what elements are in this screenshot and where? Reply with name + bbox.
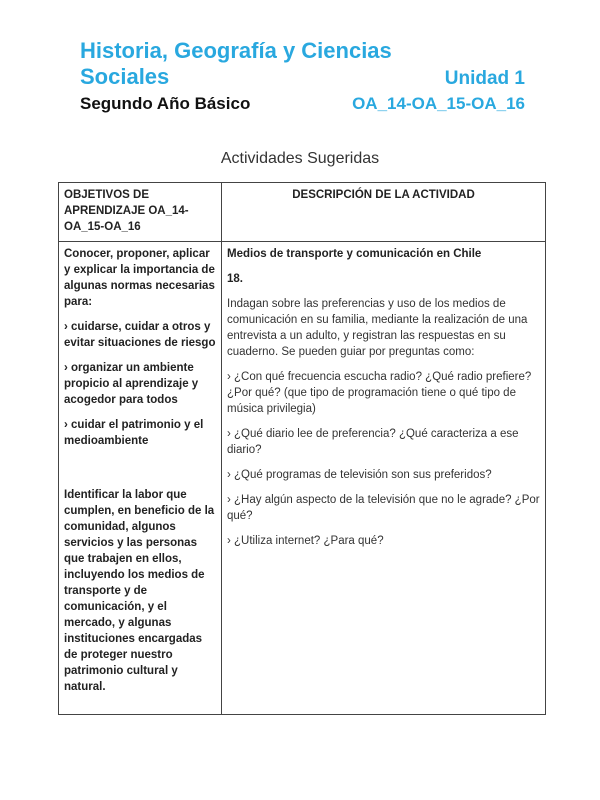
oa-codes: OA_14-OA_15-OA_16 [352, 94, 525, 113]
subject-title-line1: Historia, Geografía y Ciencias [80, 38, 392, 63]
section-title: Actividades Sugeridas [220, 150, 380, 167]
activity-number: 18. [227, 273, 243, 285]
activity-header: DESCRIPCIÓN DE LA ACTIVIDAD [222, 183, 546, 242]
objectives-header: OBJETIVOS DE APRENDIZAJE OA_14-OA_15-OA_16 [59, 183, 222, 242]
document-header [80, 38, 525, 116]
table-header-row [59, 183, 546, 242]
table-row [59, 242, 546, 715]
grade-label: Segundo Año Básico [80, 94, 251, 113]
objective-intro: Conocer, proponer, aplicar y explicar la importancia de algunas normas necesarias para: [64, 248, 215, 308]
grade-row [80, 92, 525, 116]
activity-question: › ¿Qué diario lee de preferencia? ¿Qué caracteriza a ese diario? [227, 428, 519, 456]
activities-table [58, 182, 546, 715]
activity-question: › ¿Con qué frecuencia escucha radio? ¿Qué radio prefiere? ¿Por qué? (que tipo de programación tiene o qué tipo de música privilegia) [227, 371, 532, 415]
subject-title-line2: Sociales [80, 64, 170, 89]
objective-item: › cuidar el patrimonio y el medioambiente [64, 419, 204, 447]
title-row [80, 64, 525, 92]
objectives-cell [59, 242, 222, 715]
objective-item: Identificar la labor que cumplen, en beneficio de la comunidad, algunos servicios y las personas que trabajen en ellos, incluyendo los medios de transporte y de comunicación, y el mercado, y algunas instituciones encargadas de proteger nuestro patrimonio cultural y natural. [64, 489, 215, 693]
activity-question: › ¿Qué programas de televisión son sus preferidos? [227, 469, 492, 481]
activity-question: › ¿Utiliza internet? ¿Para qué? [227, 535, 384, 547]
activity-cell [222, 242, 546, 715]
activity-intro: Indagan sobre las preferencias y uso de los medios de comunicación en su familia, mediante la realización de una entrevista a un adulto, y registran las respuestas en su cuaderno. Se pueden guiar por preguntas como: [227, 298, 528, 358]
unit-label: Unidad 1 [444, 68, 525, 89]
objective-item: › cuidarse, cuidar a otros y evitar situaciones de riesgo [64, 321, 216, 349]
activity-question: › ¿Hay algún aspecto de la televisión que no le agrade? ¿Por qué? [227, 494, 540, 522]
objective-item: › organizar un ambiente propicio al aprendizaje y acogedor para todos [64, 362, 199, 406]
activity-title: Medios de transporte y comunicación en Chile [227, 248, 482, 260]
